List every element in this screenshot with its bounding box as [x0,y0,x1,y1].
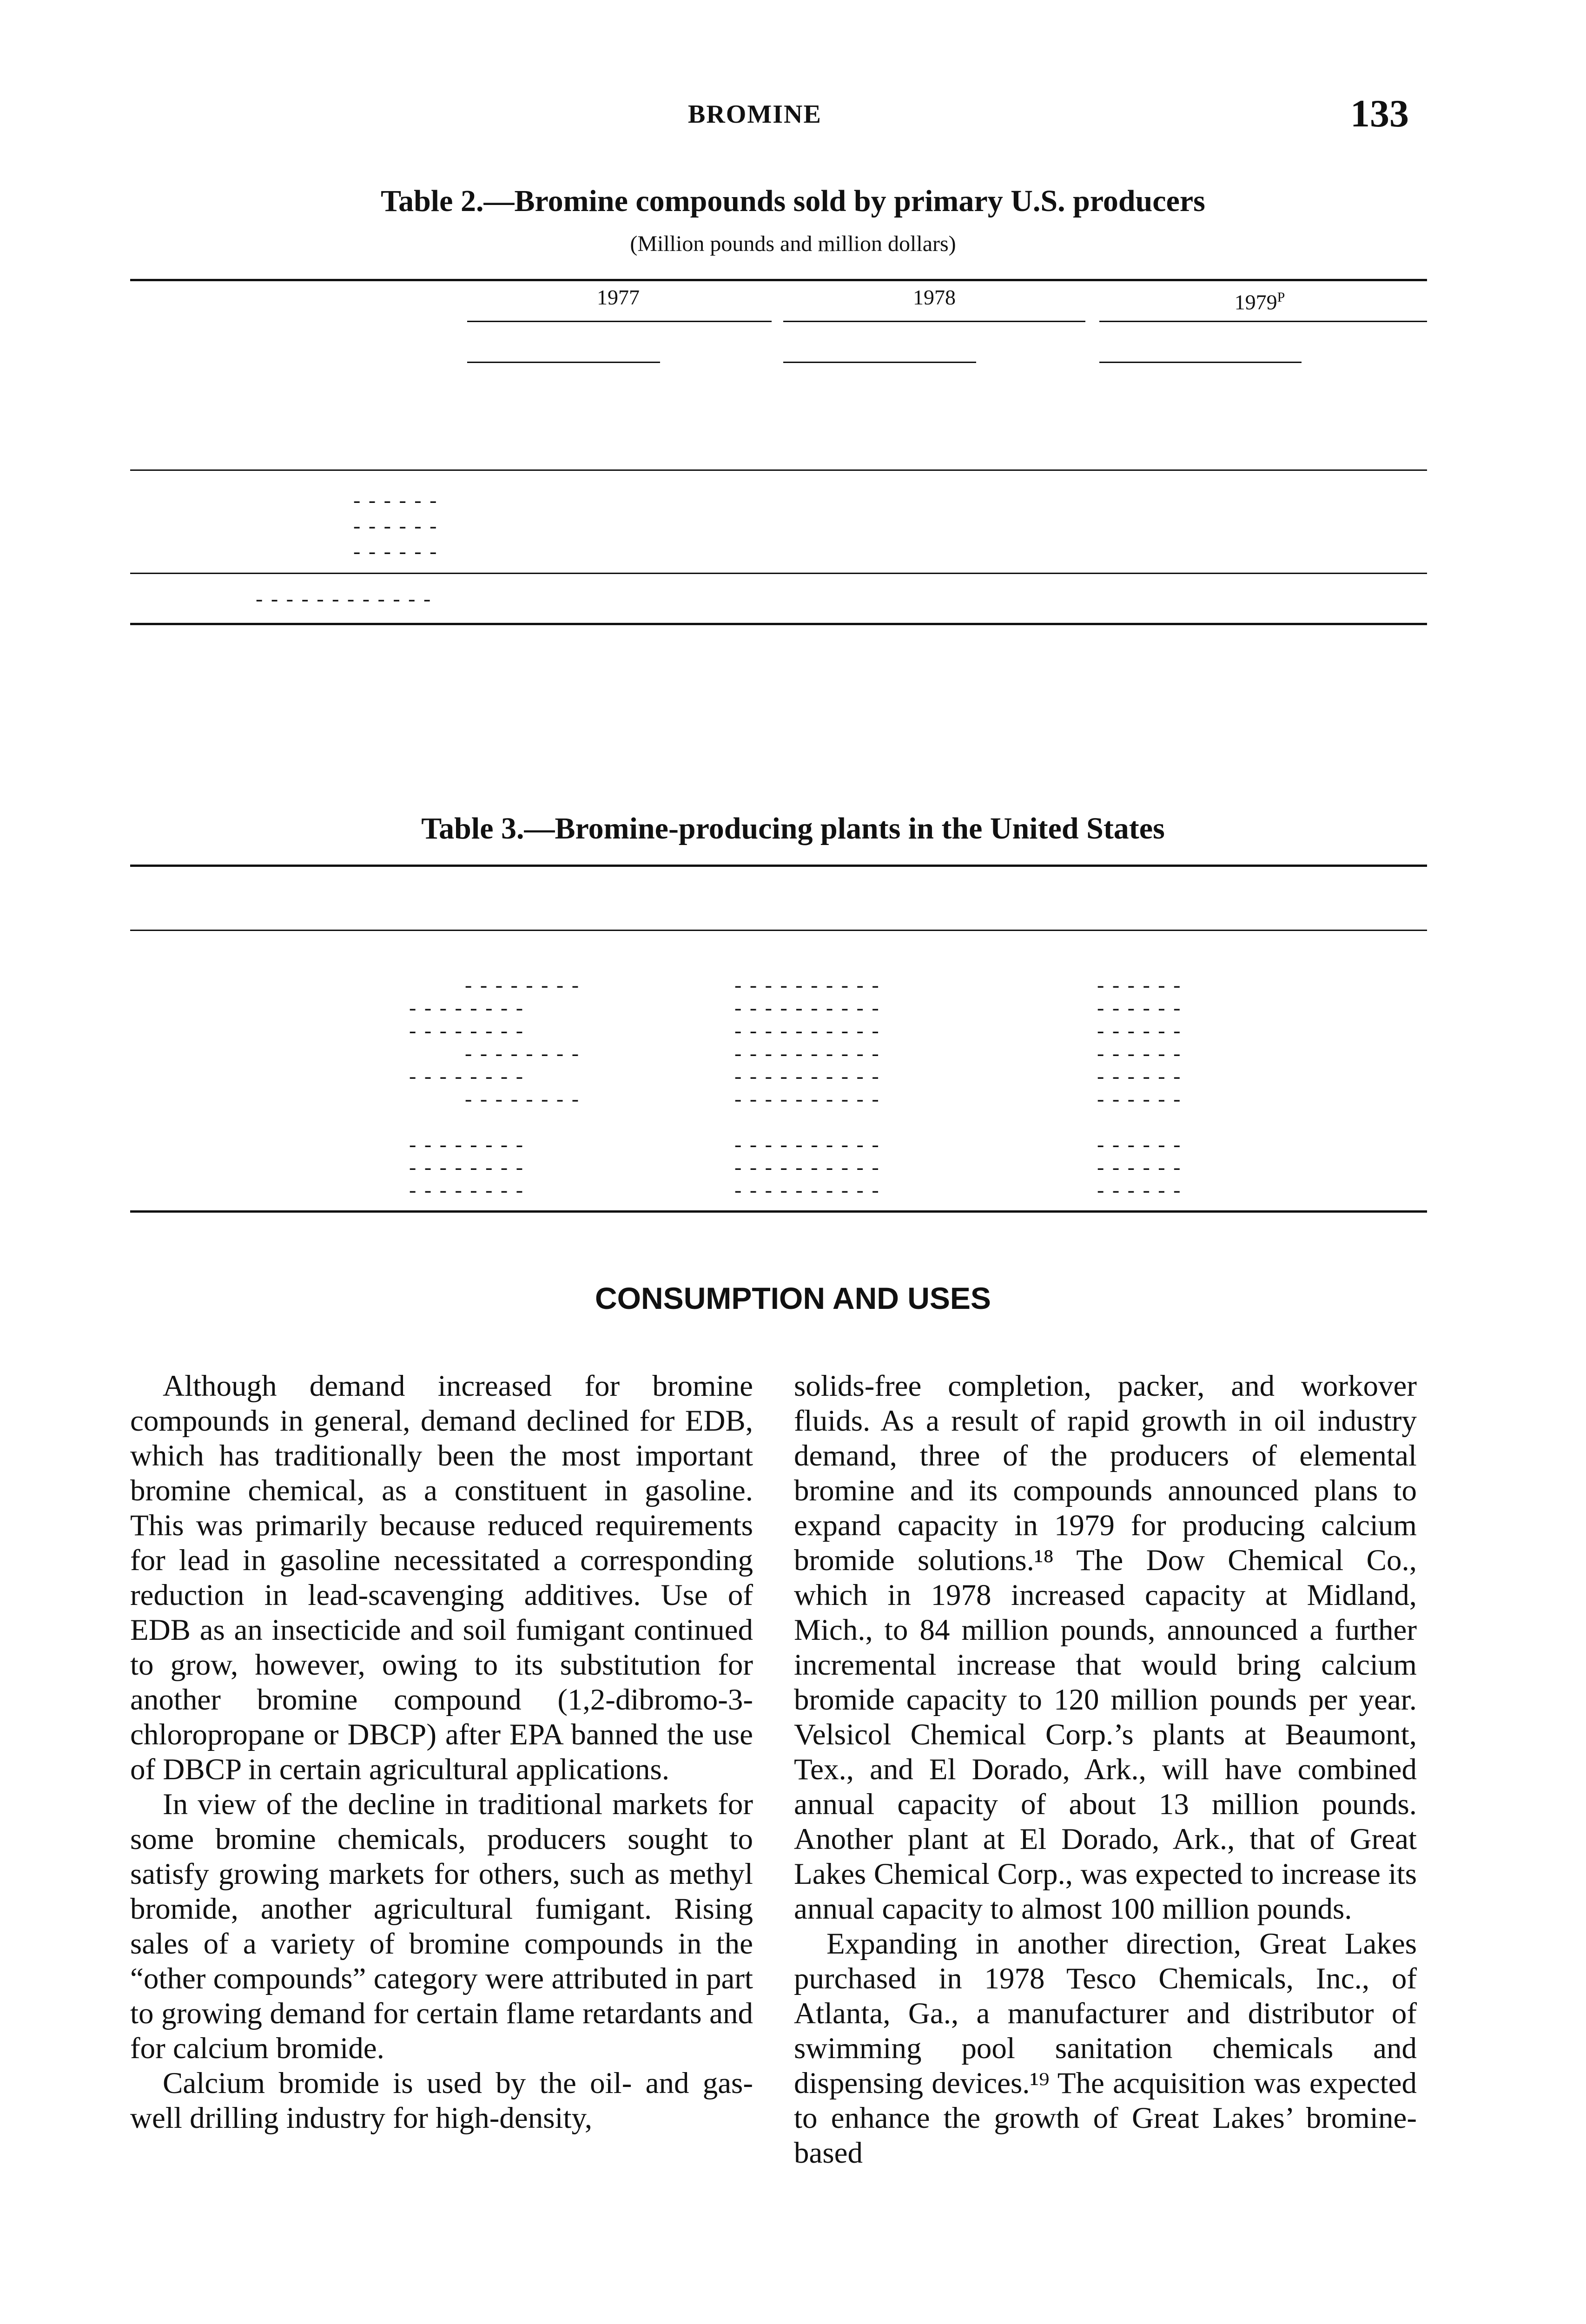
leader-dots: - - - - - - [1097,1087,1182,1110]
leader-dots: - - - - - - - - - - [734,1132,880,1156]
body-paragraph: Calcium bromide is used by the oil- and gas-well drilling industry for high-density, [130,2067,753,2135]
table2-top-rule [130,279,1427,281]
table2-title: Table 2.—Bromine compounds sold by primary U.S. producers [381,184,1205,218]
body-right-column [794,1369,1417,2171]
leader-dots: - - - - - - [1097,973,1182,997]
leader-dots: - - - - - - [1097,996,1182,1019]
year-rule [783,321,1085,322]
body-paragraph: Expanding in another direction, Great Lakes purchased in 1978 Tesco Chemicals, Inc., of Atlanta, Ga., a manufacturer and distributor of swimming pool sanitation chemicals and dispensing devices.¹⁹ The acquisition was expected to enhance the growth of Great Lakes’ bromine-based [794,1927,1417,2170]
leader-dots: - - - - - - [1097,1041,1182,1065]
leader-dots: - - - - - - - - [409,1132,525,1156]
leader-dots: - - - - - - - - [465,1087,581,1110]
table3-header-rule [130,930,1427,931]
year-header: $1979^P$ [1234,290,1285,314]
leader-dots: - - - - - - - - - - [734,1087,880,1110]
quantity-rule [467,362,660,363]
table2-subtitle: (Million pounds and million dollars) [630,231,956,256]
page-number: 133 [1350,92,1409,135]
leader-dots: - - - - - - - - [409,996,525,1019]
body-paragraph: solids-free completion, packer, and workover fluids. As a result of rapid growth in oil industry demand, three of the producers of elemental bromine and its compounds announced plans to expand capacity in 1979 for producing calcium bromide solutions.¹⁸ The Dow Chemical Co., which in 1978 increased capacity at Midland, Mich., to 84 million pounds, announced a further incremental increase that would bring calcium bromide capacity to 120 million pounds per year. Velsicol Chemical Corp.’s plants at Beaumont, Tex., and El Dorado, Ark., will have combined annual capacity of about 13 million pounds. Another plant at El Dorado, Ark., that of Great Lakes Chemical Corp., was expected to increase its annual capacity to almost 100 million pounds. [794,1369,1417,1926]
table2-header-rule [130,469,1427,471]
leader-dots: - - - - - - - - [409,1155,525,1179]
table3-bottom-rule [130,1210,1427,1213]
year-header: 1977 [597,285,640,309]
leader-dots: - - - - - - [1097,1064,1182,1088]
quantity-rule [783,362,976,363]
leader-dots: - - - - - - - - - - [734,973,880,997]
leader-dots: - - - - - - - - [409,1064,525,1088]
body-paragraph: Although demand increased for bromine compounds in general, demand declined for EDB, which has traditionally been the most important bromine chemical, as a constituent in gasoline. This was primarily because reduced requirements for lead in gasoline necessitated a corresponding reduction in lead-scavenging additives. Use of EDB as an insecticide and soil fumigant continued to grow, however, owing to its substitution for another bromine compound (1,2-dibromo-3-chloropropane or DBCP) after EPA banned the use of DBCP in certain agricultural applications. [130,1369,753,1786]
leader-dots: - - - - - - - - [465,1041,581,1065]
leader-dots: - - - - - - [1097,1155,1182,1179]
year-rule [467,321,772,322]
leader-dots: - - - - - - - - [409,1018,525,1042]
leader-dots: - - - - - - - - - - - - [256,587,432,610]
leader-dots: - - - - - - - - - - [734,996,880,1019]
leader-dots: - - - - - - - - [465,973,581,997]
year-header: 1978 [913,285,956,309]
leader-dots: - - - - - - [353,514,438,537]
section-heading: CONSUMPTION AND USES [595,1281,991,1315]
leader-dots: - - - - - - [1097,1178,1182,1202]
year-rule [1099,321,1427,322]
leader-dots: - - - - - - [1097,1018,1182,1042]
leader-dots: - - - - - - - - - - [734,1178,880,1202]
leader-dots: - - - - - - - - - - [734,1018,880,1042]
leader-dots: - - - - - - [353,539,438,563]
leader-dots: - - - - - - [1097,1132,1182,1156]
leader-dots: - - - - - - [353,488,438,512]
leader-dots: - - - - - - - - [409,1178,525,1202]
quantity-rule [1099,362,1302,363]
body-paragraph: In view of the decline in traditional markets for some bromine chemicals, producers sought to satisfy growing markets for others, such as methyl bromide, another agricultural fumigant. Rising sales of a variety of bromine compounds in the “other compounds” category were attributed in part to growing demand for certain flame retardants and for calcium bromide. [130,1788,753,2065]
preliminary-mark: P [1277,290,1285,305]
table3-title: Table 3.—Bromine-producing plants in the United States [421,812,1165,845]
table2-total-rule [130,573,1427,574]
table3-top-rule [130,865,1427,867]
body-left-column [130,1369,753,2136]
leader-dots: - - - - - - - - - - [734,1155,880,1179]
leader-dots: - - - - - - - - - - [734,1041,880,1065]
leader-dots: - - - - - - - - - - [734,1064,880,1088]
table2-bottom-rule [130,623,1427,625]
running-head: BROMINE [688,100,822,129]
